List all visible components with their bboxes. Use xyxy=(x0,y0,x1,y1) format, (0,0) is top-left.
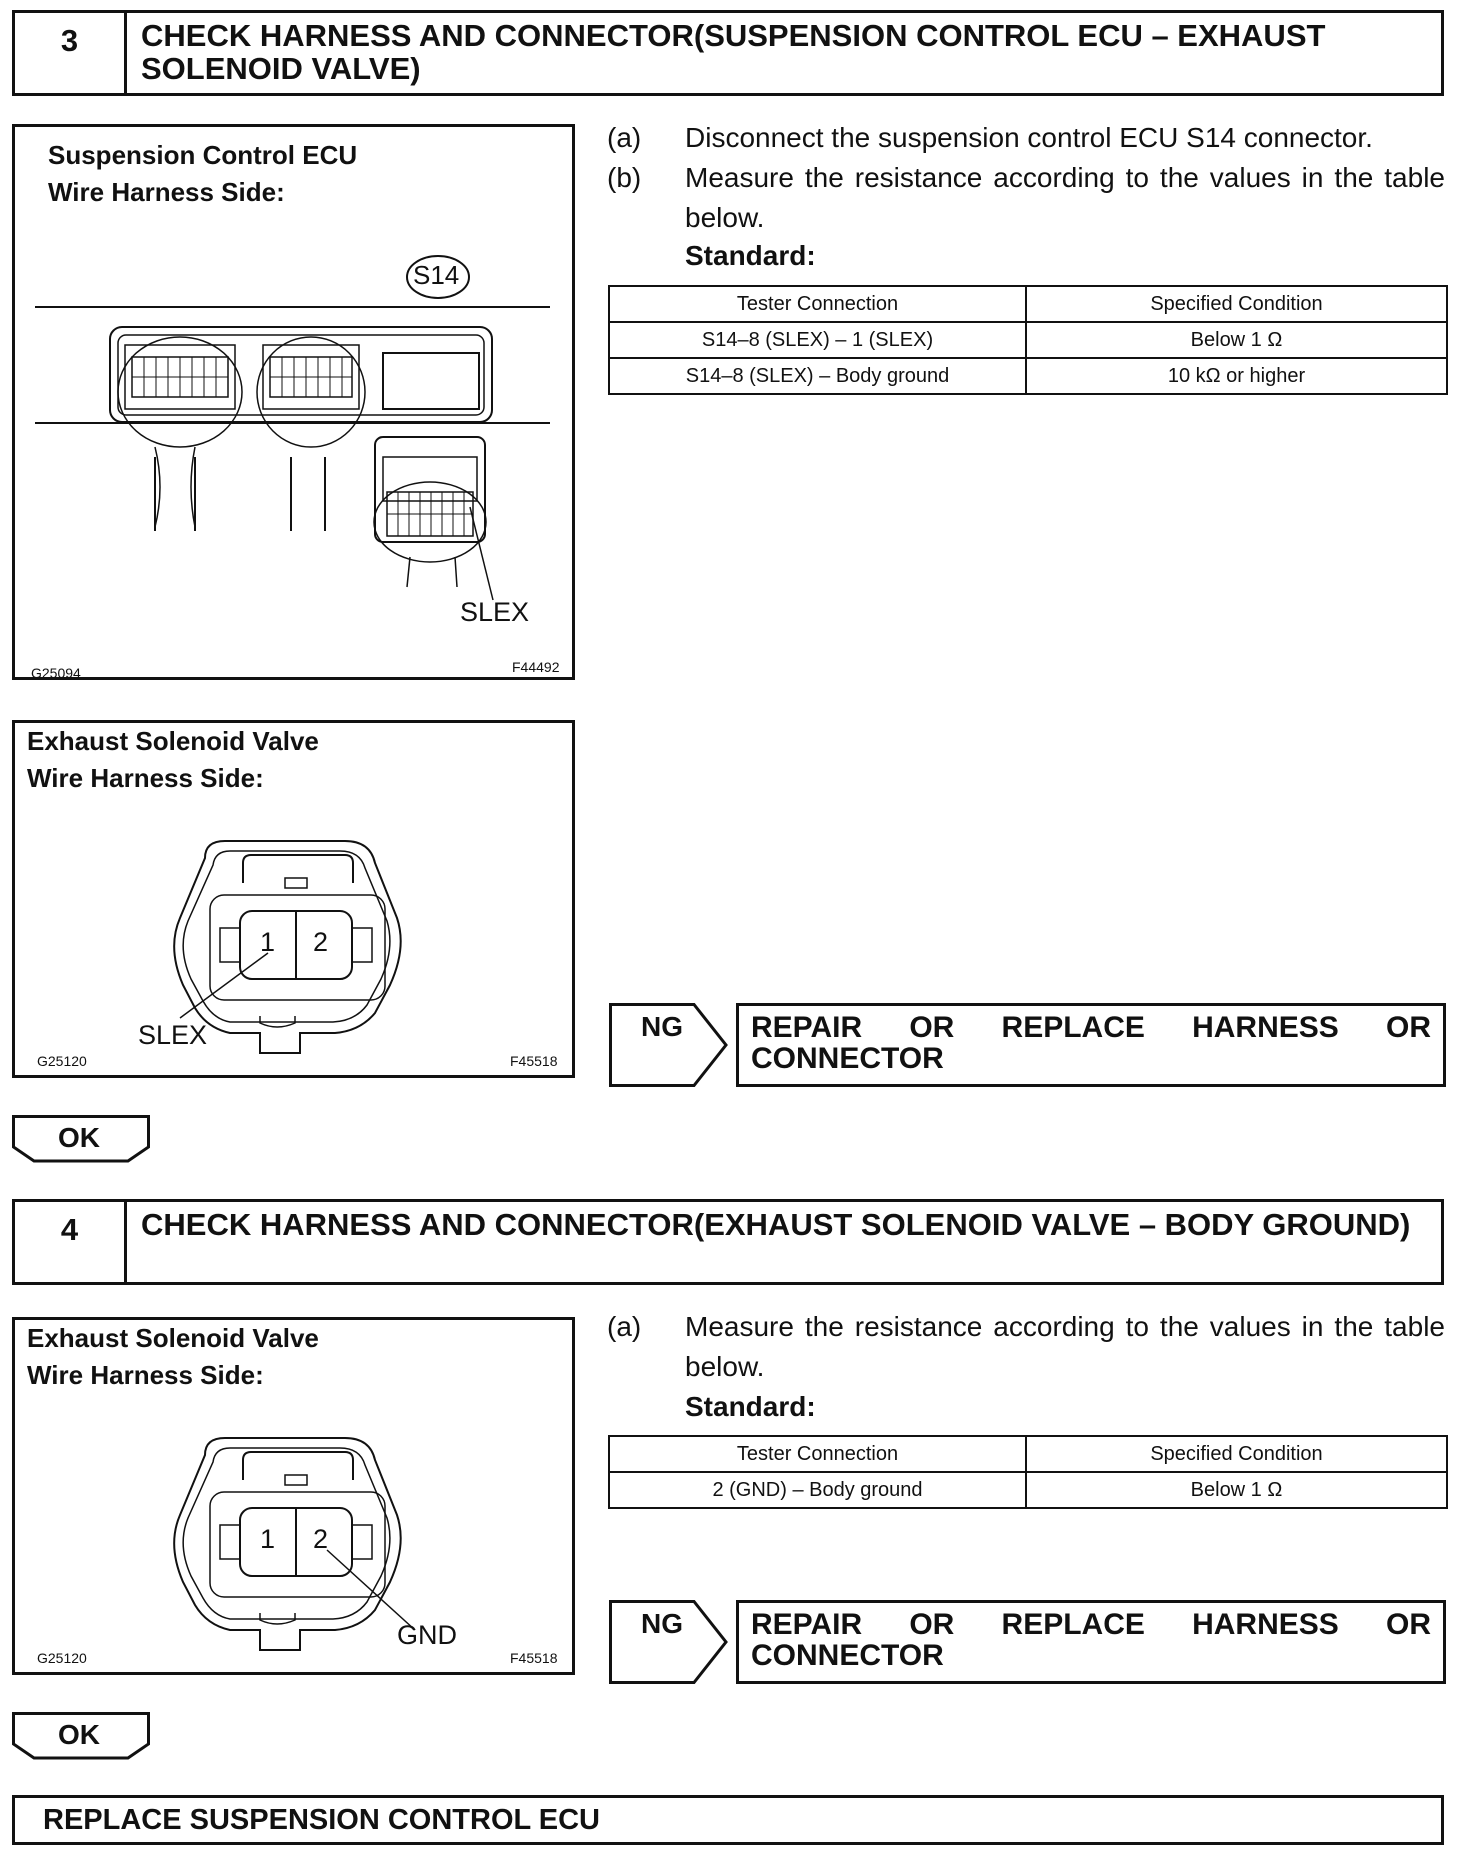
table-header: Tester Connection xyxy=(609,1436,1026,1472)
table-cell: Below 1 Ω xyxy=(1026,1472,1447,1508)
ok-result-tag xyxy=(12,1115,150,1163)
solenoid-connector-drawing xyxy=(15,1320,578,1678)
final-action-text: REPLACE SUSPENSION CONTROL ECU xyxy=(43,1804,600,1836)
table-cell: 2 (GND) – Body ground xyxy=(609,1472,1026,1508)
figure-code-right: F45518 xyxy=(510,1053,558,1069)
instruction-text: Disconnect the suspension control ECU S14 connector. xyxy=(685,122,1373,153)
table-row xyxy=(609,1472,1447,1508)
ok-result-tag xyxy=(12,1712,150,1760)
instruction-a xyxy=(607,1307,1445,1387)
instruction-text: Measure the resistance according to the values in the table below. xyxy=(685,1311,1445,1382)
standard-label: Standard: xyxy=(685,1391,816,1422)
solenoid-connector-drawing xyxy=(15,723,578,1081)
spec-table xyxy=(608,285,1448,395)
figure-title-line2: Wire Harness Side: xyxy=(27,763,264,793)
instruction-label: (b) xyxy=(607,162,642,193)
step-number: 4 xyxy=(15,1202,127,1282)
table-cell: S14–8 (SLEX) – Body ground xyxy=(609,358,1026,394)
pin-2-label: 2 xyxy=(313,927,329,957)
ng-action-box xyxy=(736,1600,1446,1684)
table-row xyxy=(609,322,1447,358)
step-3-header xyxy=(12,10,1444,96)
table-header-row xyxy=(609,286,1447,322)
ok-label: OK xyxy=(58,1719,100,1750)
instruction-label: (a) xyxy=(607,122,642,153)
figure-title-line1: Exhaust Solenoid Valve xyxy=(27,726,319,756)
figure-title-line2: Wire Harness Side: xyxy=(48,177,285,207)
ng-result-tag xyxy=(609,1003,729,1087)
solenoid-connector-figure xyxy=(12,720,575,1078)
instruction-text: Measure the resistance according to the values in the table below. xyxy=(685,162,1445,233)
instruction-a xyxy=(607,118,1445,158)
table-cell: Below 1 Ω xyxy=(1026,322,1447,358)
pin-1-label: 1 xyxy=(260,927,276,957)
ng-action-text xyxy=(751,1012,1431,1074)
step-4-header xyxy=(12,1199,1444,1285)
step-title: CHECK HARNESS AND CONNECTOR(EXHAUST SOLENOID VALVE – BODY GROUND) xyxy=(141,1207,1411,1242)
table-header: Tester Connection xyxy=(609,286,1026,322)
step-number: 3 xyxy=(15,13,127,93)
ng-action-text xyxy=(751,1609,1431,1671)
step-title: CHECK HARNESS AND CONNECTOR(SUSPENSION CONTROL ECU – EXHAUST SOLENOID VALVE) xyxy=(141,18,1326,86)
pin-1-label: 1 xyxy=(260,1524,276,1554)
figure-title-line1: Exhaust Solenoid Valve xyxy=(27,1323,319,1353)
ng-word: HARNESS xyxy=(1192,1011,1339,1044)
figure-code-left: G25094 xyxy=(31,665,81,681)
pin-2-label: 2 xyxy=(313,1524,329,1554)
standard-label: Standard: xyxy=(685,240,816,271)
figure-code-right: F45518 xyxy=(510,1650,558,1666)
table-cell: S14–8 (SLEX) – 1 (SLEX) xyxy=(609,322,1026,358)
ng-action-line2: CONNECTOR xyxy=(751,1639,944,1672)
instruction-label: (a) xyxy=(607,1311,642,1342)
figure-code-left: G25120 xyxy=(37,1053,87,1069)
instruction-b xyxy=(607,158,1445,238)
ng-action-line2: CONNECTOR xyxy=(751,1042,944,1075)
ng-label: NG xyxy=(641,1011,683,1042)
ng-word: OR xyxy=(909,1608,955,1641)
table-header: Specified Condition xyxy=(1026,286,1447,322)
pin-callout-slex: SLEX xyxy=(138,1020,208,1050)
figure-title-line2: Wire Harness Side: xyxy=(27,1360,264,1390)
spec-table xyxy=(608,1435,1448,1509)
connector-id-label: S14 xyxy=(413,260,460,290)
table-cell: 10 kΩ or higher xyxy=(1026,358,1447,394)
ecu-connector-figure xyxy=(12,124,575,680)
ng-result-tag xyxy=(609,1600,729,1684)
figure-code-right: F44492 xyxy=(512,659,560,675)
table-row xyxy=(609,358,1447,394)
figure-title-line1: Suspension Control ECU xyxy=(48,140,358,170)
table-header: Specified Condition xyxy=(1026,1436,1447,1472)
figure-code-left: G25120 xyxy=(37,1650,87,1666)
ng-word: OR xyxy=(1386,1608,1431,1641)
ng-word: OR xyxy=(909,1011,955,1044)
ng-action-box xyxy=(736,1003,1446,1087)
ng-word: REPLACE xyxy=(1001,1608,1145,1641)
ng-label: NG xyxy=(641,1608,683,1639)
ng-word: REPAIR xyxy=(751,1011,863,1044)
pin-callout-slex: SLEX xyxy=(460,597,530,627)
final-action-box xyxy=(12,1795,1444,1845)
pin-callout-gnd: GND xyxy=(397,1620,457,1650)
ng-word: REPLACE xyxy=(1001,1011,1145,1044)
table-header-row xyxy=(609,1436,1447,1472)
solenoid-connector-figure xyxy=(12,1317,575,1675)
ok-label: OK xyxy=(58,1122,100,1153)
ng-word: HARNESS xyxy=(1192,1608,1339,1641)
ng-word: OR xyxy=(1386,1011,1431,1044)
ng-word: REPAIR xyxy=(751,1608,863,1641)
